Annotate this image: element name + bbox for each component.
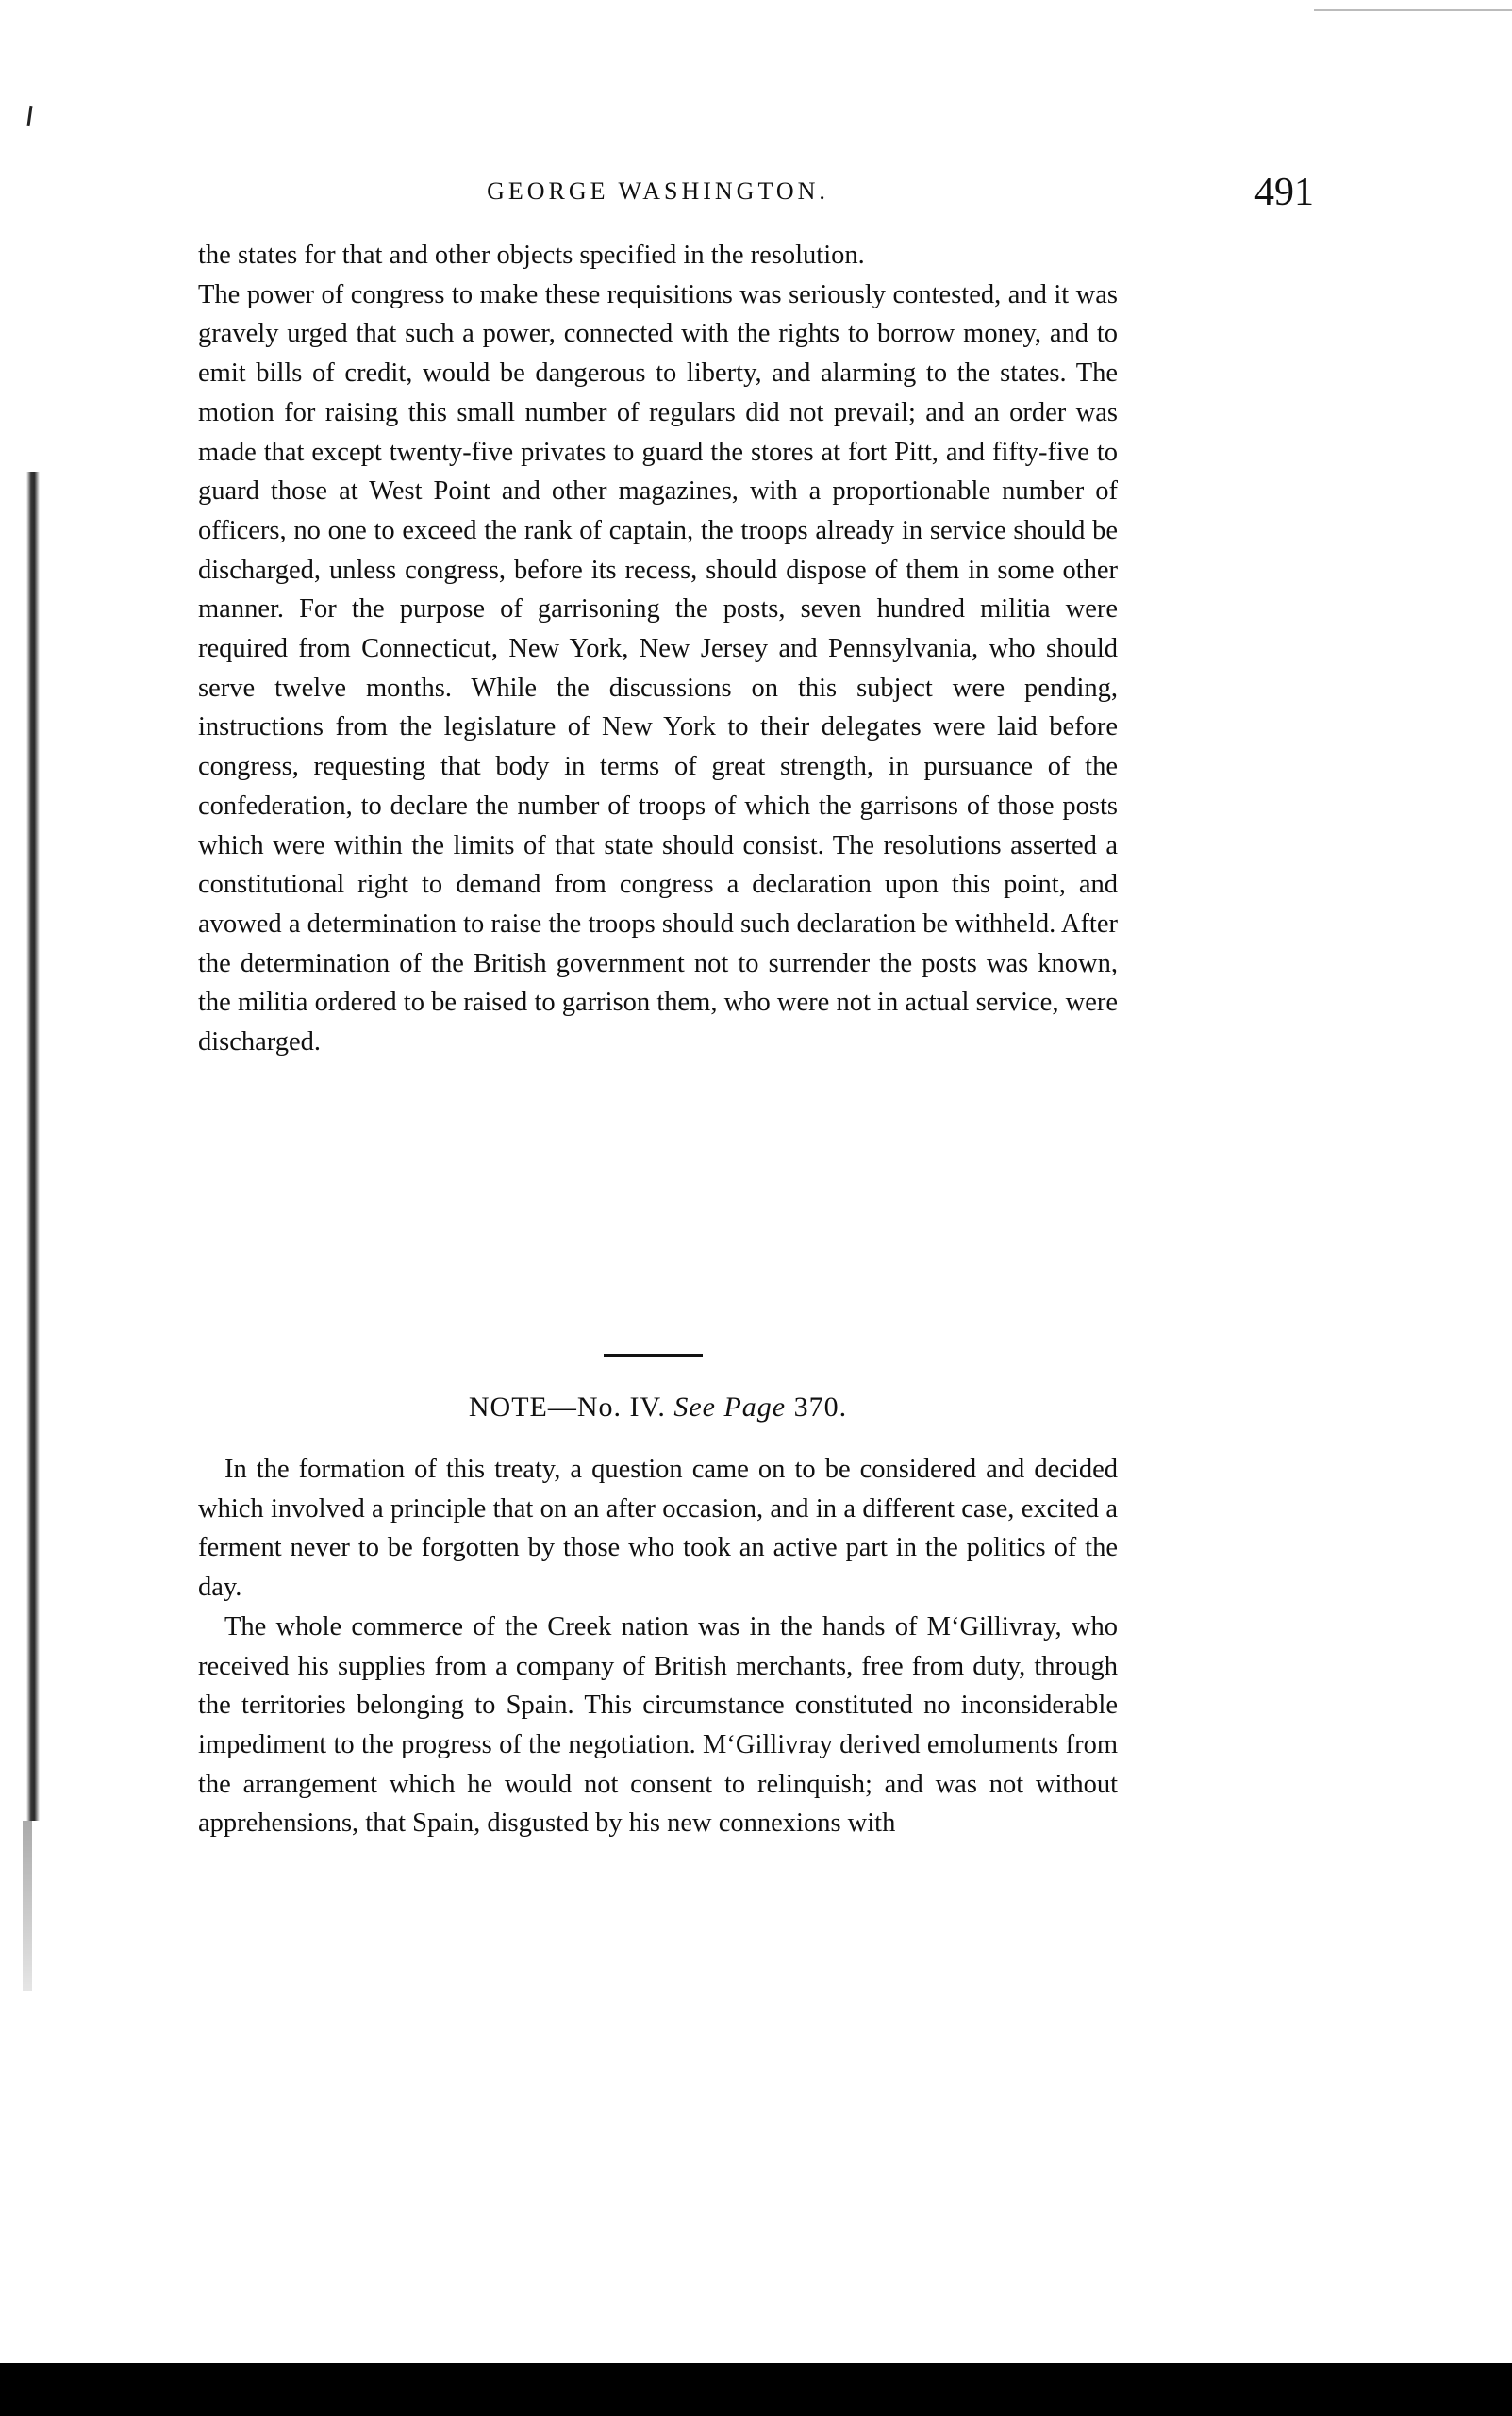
section-divider-rule — [604, 1354, 703, 1357]
note-paragraph: In the formation of this treaty, a question came on to be considered and decided which involved a principle that on an after occasion, and in a different case, excited a ferment never to be forgotten by those who took an active part in the politics of the day. — [198, 1455, 1118, 1603]
page-number: 491 — [1254, 171, 1314, 214]
note-heading-page: 370. — [793, 1391, 848, 1423]
scan-bottom-edge — [0, 2363, 1512, 2416]
book-binding-shadow-faint — [23, 1821, 32, 1991]
book-binding-shadow — [26, 472, 40, 1821]
note-paragraph: The whole commerce of the Creek nation was in the hands of M‘Gillivray, who received his supplies from a company of British merchants, free from duty, through the territories belonging to Spain. This circumstance constituted no inconsiderable impediment to the progress of the negotiation. M‘Gillivray derived emoluments from the arrangement which he would not consent to relinquish; and was not without apprehensions, that Spain, disgusted by his new connexions with — [198, 1611, 1118, 1839]
note-heading-reference: See Page — [673, 1391, 787, 1423]
continuation-line: the states for that and other objects specified in the resolution. — [198, 241, 865, 270]
scan-edge-line — [1314, 9, 1512, 11]
note-heading-label: NOTE—No. IV. — [468, 1391, 666, 1423]
running-title: GEORGE WASHINGTON. — [487, 177, 829, 205]
body-paragraph: The power of congress to make these requisitions was seriously contested, and it was gravely urged that such a power, connected with the rights to borrow money, and to emit bills of credit, would be dangerous to liberty, and alarming to the states. The motion for raising this small number of regulars did not prevail; and an order was made that except twenty-five privates to guard the stores at fort Pitt, and fifty-five to guard those at West Point and other magazines, with a proportionable number of officers, no one to exceed the rank of captain, the troops already in service should be discharged, unless congress, before its recess, should dispose of them in some other manner. For the purpose of garrisoning the posts, seven hundred militia were required from Connecticut, New York, New Jersey and Pennsylvania, who should serve twelve months. While the discussions on this subject were pending, instructions from the legislature of New York to their delegates were laid before congress, requesting that body in terms of great strength, in pursuance of the confederation, to declare the number of troops of which the garrisons of those posts which were within the limits of that state should consist. The resolutions asserted a constitutional right to demand from congress a declaration upon this point, and avowed a determination to raise the troops should such declaration be withheld. After the determination of the British government not to surrender the posts was known, the militia ordered to be raised to garrison them, who were not in actual service, were discharged. — [198, 279, 1118, 1058]
running-head — [198, 171, 1314, 234]
note-text — [198, 1450, 1118, 1843]
scan-artifact-mark — [26, 106, 32, 126]
main-text — [198, 236, 1118, 1062]
note-heading — [198, 1391, 1118, 1424]
